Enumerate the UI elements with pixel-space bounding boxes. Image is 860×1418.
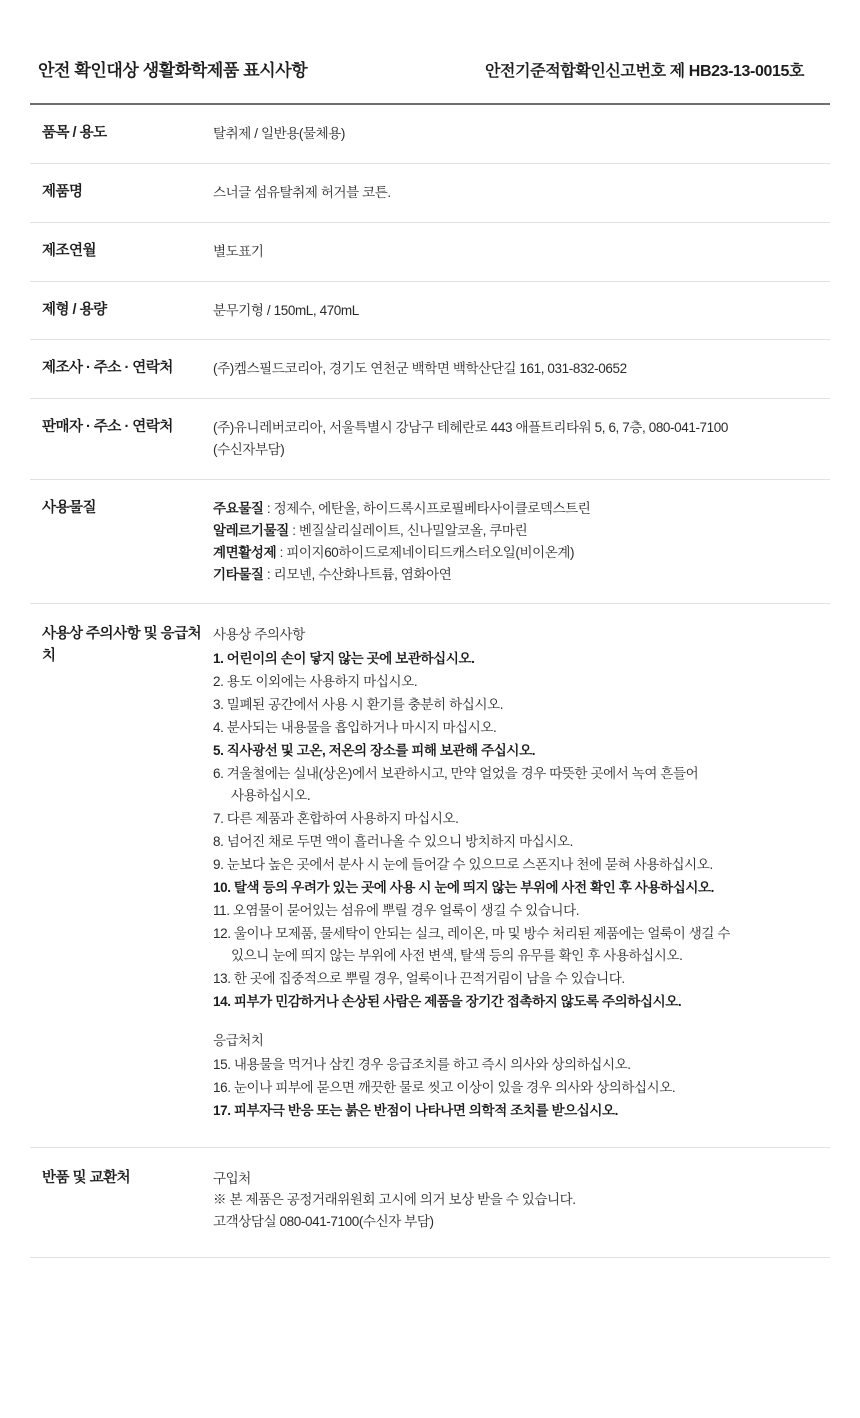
caution-item: 14. 피부가 민감하거나 손상된 사람은 제품을 장기간 접촉하지 않도록 주의하십시오. [213,994,682,1010]
return-value [213,1168,822,1234]
caution-item: 4. 분사되는 내용물을 흡입하거나 마시지 마십시오. [213,719,497,735]
return-row [30,1148,830,1259]
info-row-value [213,241,822,263]
caution-item: 2. 용도 이외에는 사용하지 마십시오. [213,674,418,690]
info-rows [30,105,830,604]
caution-item: 7. 다른 제품과 혼합하여 사용하지 마십시오. [213,811,459,827]
info-row-value [213,123,822,145]
caution-item: 16. 눈이나 피부에 묻으면 깨끗한 물로 씻고 이상이 있을 경우 의사와 상의하십시오. [213,1079,676,1095]
caution-item: 8. 넘어진 채로 두면 액이 흘러나올 수 있으니 방치하지 마십시오. [213,834,573,850]
substance-list: : 정제수, 에탄올, 하이드록시프로필베타사이클로덱스트린 [263,501,591,517]
info-row [30,480,830,604]
return-line: 고객상담실 080-041-7100(수신자 부담) [213,1214,434,1230]
caution-item: 9. 눈보다 높은 곳에서 분사 시 눈에 들어갈 수 있으므로 스폰지나 천에 묻혀 사용하십시오. [213,857,713,873]
substance-category: 알레르기물질 [213,522,289,538]
info-row-line: (주)켐스필드코리아, 경기도 연천군 백학면 백학산단길 161, 031-832-0652 [213,361,627,377]
info-row-label: 품목 / 용도 [42,125,107,141]
info-row [30,223,830,282]
info-row-value [213,417,822,461]
substance-list: : 피이지60하이드로제네이티드캐스터오일(비이온계) [276,544,575,560]
info-row-value [213,498,822,585]
caution-item: 17. 피부자극 반응 또는 붉은 반점이 나타나면 의학적 조치를 받으십시오. [213,1102,619,1118]
info-row [30,282,830,341]
caution-item: 13. 한 곳에 집중적으로 뿌릴 경우, 얼룩이나 끈적거림이 남을 수 있습니다. [213,971,625,987]
info-row-label: 제조연월 [42,242,97,259]
footer-spacer [30,1258,830,1306]
caution-item: 11. 오염물이 묻어있는 섬유에 뿌릴 경우 얼룩이 생길 수 있습니다. [213,902,580,918]
info-row-line: 분무기형 / 150mL, 470mL [213,302,359,318]
info-row-label: 제형 / 용량 [42,301,107,318]
spacer [213,1014,822,1030]
caution-row [30,604,830,1147]
substance-category: 계면활성제 [213,544,277,560]
info-row-line [213,520,822,542]
info-row-line: 별도표기 [213,243,264,259]
info-row-line: 탈취제 / 일반용(물체용) [213,126,346,141]
info-row-value [213,300,822,322]
info-row [30,399,830,480]
info-row-line: 스너글 섬유탈취제 허거블 코튼. [213,184,391,200]
certification-number: 안전기준적합확인신고번호 제 HB23-13-0015호 [484,63,804,80]
caution-item: 12. 울이나 모제품, 물세탁이 안되는 실크, 레이온, 마 및 방수 처리된 제품에는 얼룩이 생길 수 [213,925,730,941]
caution-label-line2: 및 응급처치 [42,626,202,665]
info-row [30,164,830,223]
info-row-line [213,542,822,564]
info-row-label: 제품명 [42,183,83,200]
info-row-value [213,358,822,380]
substance-list: : 리모넨, 수산화나트륨, 염화아연 [263,566,452,582]
caution-section1-title: 사용상 주의사항 [213,627,305,643]
info-row-line: (주)유니레버코리아, 서울특별시 강남구 테헤란로 443 애플트리타워 5, 6, 7층, 080-041-7100 [213,420,728,436]
caution-item: 있으니 눈에 띄지 않는 부위에 사전 변색, 탈색 등의 유무를 확인 후 사용하십시오. [231,948,683,964]
return-line: ※ 본 제품은 공정거래위원회 고시에 의거 보상 받을 수 있습니다. [213,1192,576,1208]
caution-label [38,624,213,668]
caution-section2-title: 응급처치 [213,1033,264,1049]
info-row-line [213,564,822,586]
info-row [30,340,830,399]
caution-item: 6. 겨울철에는 실내(상온)에서 보관하시고, 만약 얼었을 경우 따뜻한 곳에서 녹여 흔들어 [213,765,699,781]
substance-list: : 벤질살리실레이트, 신나밀알코올, 쿠마린 [288,522,528,538]
document-header [30,0,830,105]
caution-item: 사용하십시오. [231,788,311,804]
caution-list-firstaid [213,1054,822,1122]
info-row-value [213,182,822,204]
info-row-label: 사용물질 [42,500,97,517]
caution-item: 5. 직사광선 및 고온, 저온의 장소를 피해 보관해 주십시오. [213,742,536,758]
caution-item: 15. 내용물을 먹거나 삼킨 경우 응급조치를 하고 즉시 의사와 상의하십시오. [213,1056,631,1072]
caution-label-line1: 사용상 주의사항 [42,626,141,643]
page-title: 안전 확인대상 생활화학제품 표시사항 [38,61,308,80]
substance-category: 기타물질 [213,566,264,582]
caution-item: 1. 어린이의 손이 닿지 않는 곳에 보관하십시오. [213,651,475,667]
info-row-label: 판매자 · 주소 · 연락처 [42,419,173,436]
return-line: 구입처 [213,1170,251,1186]
caution-item: 10. 탈색 등의 우려가 있는 곳에 사용 시 눈에 띄지 않는 부위에 사전 확인 후 사용하십시오. [213,879,714,895]
caution-value [213,624,822,1122]
substance-category: 주요물질 [213,501,264,517]
return-label: 반품 및 교환처 [42,1169,131,1186]
caution-item: 3. 밀폐된 공간에서 사용 시 환기를 충분히 하십시오. [213,697,504,713]
info-row-label: 제조사 · 주소 · 연락처 [42,360,173,377]
info-row-line: (수신자부담) [213,442,285,458]
info-row [30,105,830,164]
caution-list-usage [213,648,822,1013]
info-row-line [213,498,822,520]
